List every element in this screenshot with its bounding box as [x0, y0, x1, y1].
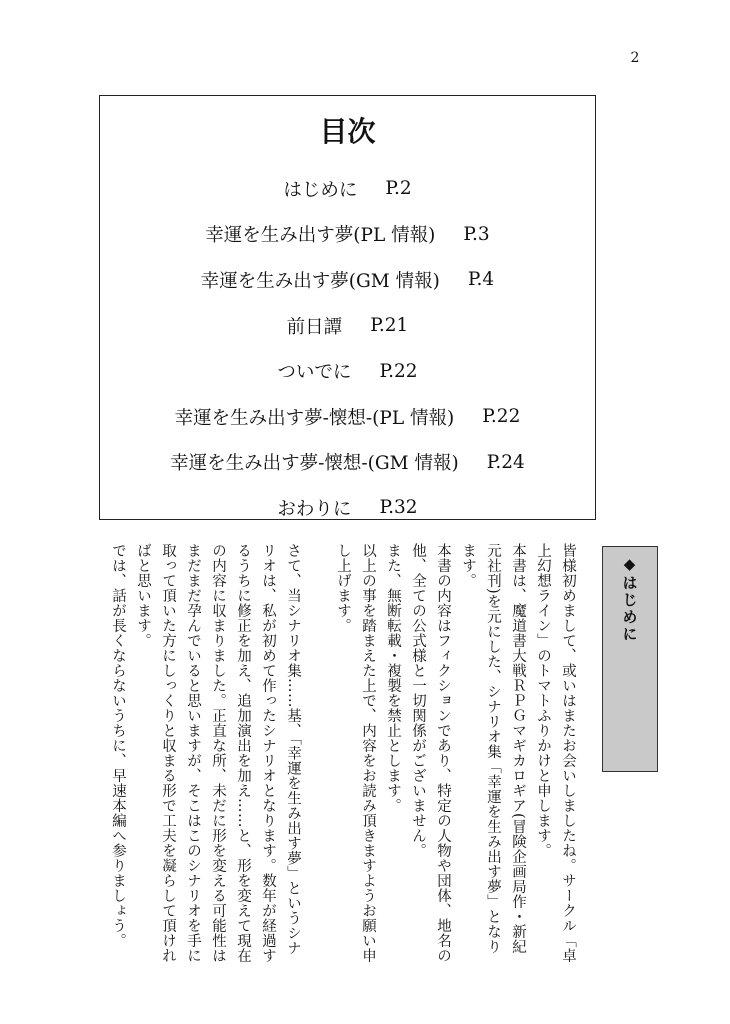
toc-title: 目次: [319, 115, 376, 148]
toc-item-page: P.3: [463, 223, 490, 245]
page-number: 2: [630, 50, 640, 66]
paragraph: 本書は、魔道書大戦ＲＰＧマギカロギア(冒険企画局作・新紀元社刊)を元にした、シナリオ集「幸運を生み出す夢」となります。: [460, 543, 526, 955]
toc-item: [100, 485, 595, 531]
toc-item: [100, 257, 595, 303]
toc-item: [100, 440, 595, 486]
paragraph: では、話が長くならないうちに、早速本編へ参りましょう。: [110, 543, 126, 948]
section-heading-tab: [602, 546, 658, 772]
table-of-contents: [99, 95, 596, 520]
toc-item: [100, 166, 595, 212]
paragraph: さて、当シナリオ集……基、「幸運を生み出す夢」というシナリオは、私が初めて作ったシナリオとなります。数年が経過するうちに修正を加え、追加演出を加え……と、形を変えて現在の内容に収まりました。正直な所、未だに形を変える可能性はまだまだ孕んでいると思いますが、そこはこのシナリオを手に取って頂いた方にしっくりと収まる形で工夫を凝らして頂ければと思います。: [135, 543, 301, 963]
toc-item-label: 幸運を生み出す夢(PL 情報): [205, 225, 436, 247]
paragraph: 皆様初めまして、或いはまたお会いしましたね。サークル「卓上幻想ライン」のトマトふりかけと申します。: [535, 543, 576, 963]
paragraph: 本書の内容はフィクションであり、特定の人物や団体、地名の他、全ての公式様と一切関係がございません。: [410, 543, 451, 963]
toc-item-page: P.32: [379, 497, 418, 519]
toc-item: [100, 348, 595, 394]
toc-item-label: ついでに: [277, 362, 352, 384]
paragraph: また、無断転載・複製を禁止とします。: [385, 543, 401, 813]
body-text: [100, 543, 580, 963]
toc-item-label: おわりに: [277, 498, 352, 520]
toc-item-label: はじめに: [283, 179, 358, 201]
toc-item-page: P.4: [467, 269, 495, 291]
toc-item-page: P.2: [385, 178, 412, 200]
toc-item-page: P.24: [486, 451, 525, 473]
toc-item-page: P.22: [379, 360, 418, 382]
toc-item-page: P.21: [370, 315, 409, 337]
toc-item: [100, 394, 595, 440]
paragraph: 以上の事を踏まえた上で、内容をお読み頂きますようお願い申し上げます。: [335, 543, 376, 963]
toc-item-page: P.22: [482, 406, 521, 428]
toc-item-label: 前日譚: [286, 316, 343, 338]
toc-item-label: 幸運を生み出す夢-懐想-(PL 情報): [174, 407, 455, 429]
toc-list: [100, 166, 595, 531]
toc-item: [100, 212, 595, 258]
toc-item-label: 幸運を生み出す夢-懐想-(GM 情報): [170, 453, 459, 475]
section-heading: ◆はじめに: [620, 555, 639, 643]
toc-item-label: 幸運を生み出す夢(GM 情報): [200, 270, 440, 292]
toc-item: [100, 303, 595, 349]
